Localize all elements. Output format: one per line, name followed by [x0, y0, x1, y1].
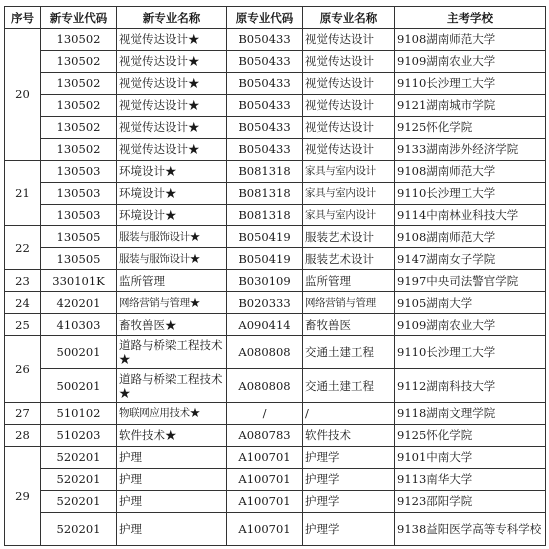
- table-row: [5, 402, 546, 424]
- cell-school: 9110长沙理工大学: [395, 182, 546, 204]
- cell-old-name: 视觉传达设计: [303, 72, 395, 94]
- cell-new-code: 520201: [41, 512, 117, 545]
- cell-old-name: 视觉传达设计: [303, 138, 395, 160]
- cell-old-code: B050419: [227, 226, 303, 248]
- table-row: [5, 490, 546, 512]
- cell-new-name: 环境设计★: [117, 182, 227, 204]
- cell-old-code: A080808: [227, 336, 303, 369]
- table-row: [5, 468, 546, 490]
- cell-old-code: B081318: [227, 182, 303, 204]
- table-row: [5, 182, 546, 204]
- cell-new-name: 视觉传达设计★: [117, 116, 227, 138]
- cell-old-name: 护理学: [303, 468, 395, 490]
- cell-school: 9108湖南师范大学: [395, 29, 546, 51]
- cell-school: 9138益阳医学高等专科学校: [395, 512, 546, 545]
- cell-new-name: 护理: [117, 490, 227, 512]
- cell-school: 9101中南大学: [395, 446, 546, 468]
- table-row: [5, 446, 546, 468]
- cell-new-code: 130503: [41, 160, 117, 182]
- cell-old-code: /: [227, 402, 303, 424]
- cell-old-code: B050433: [227, 94, 303, 116]
- cell-seq: 21: [5, 160, 41, 226]
- cell-old-code: B050433: [227, 138, 303, 160]
- cell-seq: 24: [5, 292, 41, 314]
- header-seq: 序号: [5, 7, 41, 29]
- cell-old-name: 护理学: [303, 490, 395, 512]
- cell-new-code: 130502: [41, 72, 117, 94]
- cell-new-code: 520201: [41, 490, 117, 512]
- cell-seq: 27: [5, 402, 41, 424]
- cell-old-name: 家具与室内设计: [303, 182, 395, 204]
- cell-new-name: 服装与服饰设计★: [117, 226, 227, 248]
- cell-new-code: 130505: [41, 248, 117, 270]
- cell-school: 9112湖南科技大学: [395, 369, 546, 402]
- table-row: [5, 270, 546, 292]
- cell-school: 9123邵阳学院: [395, 490, 546, 512]
- cell-old-name: 视觉传达设计: [303, 94, 395, 116]
- cell-old-code: B050433: [227, 29, 303, 51]
- header-row: [5, 7, 546, 29]
- cell-school: 9147湖南女子学院: [395, 248, 546, 270]
- cell-school: 9118湖南文理学院: [395, 402, 546, 424]
- cell-old-code: B050433: [227, 116, 303, 138]
- cell-new-name: 护理: [117, 468, 227, 490]
- cell-school: 9109湖南农业大学: [395, 314, 546, 336]
- cell-old-code: A100701: [227, 490, 303, 512]
- cell-school: 9113南华大学: [395, 468, 546, 490]
- cell-old-name: 畜牧兽医: [303, 314, 395, 336]
- table-row: [5, 424, 546, 446]
- cell-new-name: 道路与桥梁工程技术★: [117, 336, 227, 369]
- cell-new-name: 畜牧兽医★: [117, 314, 227, 336]
- cell-old-name: 视觉传达设计: [303, 29, 395, 51]
- cell-old-name: 交通土建工程: [303, 369, 395, 402]
- cell-old-code: B081318: [227, 160, 303, 182]
- cell-school: 9108湖南师范大学: [395, 226, 546, 248]
- header-old-name: 原专业名称: [303, 7, 395, 29]
- cell-new-name: 视觉传达设计★: [117, 72, 227, 94]
- cell-new-code: 510203: [41, 424, 117, 446]
- table-row: [5, 160, 546, 182]
- table-row: [5, 138, 546, 160]
- table-row: [5, 226, 546, 248]
- major-table: [4, 6, 546, 546]
- table-row: [5, 94, 546, 116]
- cell-new-name: 服装与服饰设计★: [117, 248, 227, 270]
- cell-new-code: 410303: [41, 314, 117, 336]
- table-row: [5, 72, 546, 94]
- cell-new-name: 视觉传达设计★: [117, 94, 227, 116]
- cell-old-code: A090414: [227, 314, 303, 336]
- cell-new-code: 520201: [41, 468, 117, 490]
- cell-new-code: 500201: [41, 336, 117, 369]
- table-row: [5, 29, 546, 51]
- cell-old-name: 视觉传达设计: [303, 116, 395, 138]
- header-school: 主考学校: [395, 7, 546, 29]
- table-row: [5, 204, 546, 226]
- cell-school: 9110长沙理工大学: [395, 336, 546, 369]
- cell-old-code: A100701: [227, 468, 303, 490]
- table-row: [5, 314, 546, 336]
- table-row: [5, 336, 546, 369]
- cell-school: 9108湖南师范大学: [395, 160, 546, 182]
- cell-old-code: B020333: [227, 292, 303, 314]
- table-row: [5, 512, 546, 545]
- cell-new-name: 视觉传达设计★: [117, 50, 227, 72]
- cell-seq: 20: [5, 29, 41, 161]
- header-new-name: 新专业名称: [117, 7, 227, 29]
- cell-seq: 23: [5, 270, 41, 292]
- cell-new-name: 软件技术★: [117, 424, 227, 446]
- cell-new-code: 330101K: [41, 270, 117, 292]
- cell-seq: 29: [5, 446, 41, 545]
- cell-new-code: 130502: [41, 94, 117, 116]
- cell-old-name: 网络营销与管理: [303, 292, 395, 314]
- cell-old-name: 软件技术: [303, 424, 395, 446]
- table-row: [5, 116, 546, 138]
- cell-school: 9105湖南大学: [395, 292, 546, 314]
- cell-new-name: 护理: [117, 446, 227, 468]
- cell-new-code: 420201: [41, 292, 117, 314]
- cell-new-code: 510102: [41, 402, 117, 424]
- table-row: [5, 248, 546, 270]
- cell-school: 9109湖南农业大学: [395, 50, 546, 72]
- cell-old-code: A100701: [227, 446, 303, 468]
- cell-old-name: 视觉传达设计: [303, 50, 395, 72]
- cell-old-code: A100701: [227, 512, 303, 545]
- table-row: [5, 292, 546, 314]
- cell-new-name: 道路与桥梁工程技术★: [117, 369, 227, 402]
- cell-new-code: 130502: [41, 116, 117, 138]
- cell-school: 9125怀化学院: [395, 424, 546, 446]
- cell-old-name: 家具与室内设计: [303, 160, 395, 182]
- cell-new-code: 130502: [41, 138, 117, 160]
- cell-old-name: 交通土建工程: [303, 336, 395, 369]
- cell-new-code: 520201: [41, 446, 117, 468]
- cell-old-name: 护理学: [303, 446, 395, 468]
- cell-new-name: 环境设计★: [117, 160, 227, 182]
- cell-school: 9114中南林业科技大学: [395, 204, 546, 226]
- cell-seq: 26: [5, 336, 41, 403]
- cell-new-code: 500201: [41, 369, 117, 402]
- cell-old-name: 监所管理: [303, 270, 395, 292]
- table-row: [5, 369, 546, 402]
- cell-seq: 22: [5, 226, 41, 270]
- cell-seq: 28: [5, 424, 41, 446]
- cell-old-code: A080808: [227, 369, 303, 402]
- cell-new-name: 视觉传达设计★: [117, 29, 227, 51]
- cell-old-name: 服装艺术设计: [303, 226, 395, 248]
- cell-old-code: B030109: [227, 270, 303, 292]
- cell-new-code: 130502: [41, 50, 117, 72]
- cell-school: 9125怀化学院: [395, 116, 546, 138]
- cell-seq: 25: [5, 314, 41, 336]
- table-row: [5, 50, 546, 72]
- table-body: [5, 29, 546, 546]
- cell-new-code: 130502: [41, 29, 117, 51]
- cell-old-name: 服装艺术设计: [303, 248, 395, 270]
- cell-old-name: 家具与室内设计: [303, 204, 395, 226]
- cell-old-name: /: [303, 402, 395, 424]
- cell-new-code: 130503: [41, 204, 117, 226]
- header-new-code: 新专业代码: [41, 7, 117, 29]
- cell-new-name: 物联网应用技术★: [117, 402, 227, 424]
- header-old-code: 原专业代码: [227, 7, 303, 29]
- cell-new-code: 130503: [41, 182, 117, 204]
- cell-old-code: A080783: [227, 424, 303, 446]
- cell-old-code: B050433: [227, 50, 303, 72]
- cell-school: 9133湖南涉外经济学院: [395, 138, 546, 160]
- cell-old-code: B050419: [227, 248, 303, 270]
- cell-new-name: 视觉传达设计★: [117, 138, 227, 160]
- cell-new-name: 环境设计★: [117, 204, 227, 226]
- cell-school: 9121湖南城市学院: [395, 94, 546, 116]
- cell-new-code: 130505: [41, 226, 117, 248]
- cell-old-code: B081318: [227, 204, 303, 226]
- cell-new-name: 护理: [117, 512, 227, 545]
- cell-school: 9110长沙理工大学: [395, 72, 546, 94]
- cell-new-name: 监所管理: [117, 270, 227, 292]
- cell-old-name: 护理学: [303, 512, 395, 545]
- cell-school: 9197中央司法警官学院: [395, 270, 546, 292]
- cell-new-name: 网络营销与管理★: [117, 292, 227, 314]
- cell-old-code: B050433: [227, 72, 303, 94]
